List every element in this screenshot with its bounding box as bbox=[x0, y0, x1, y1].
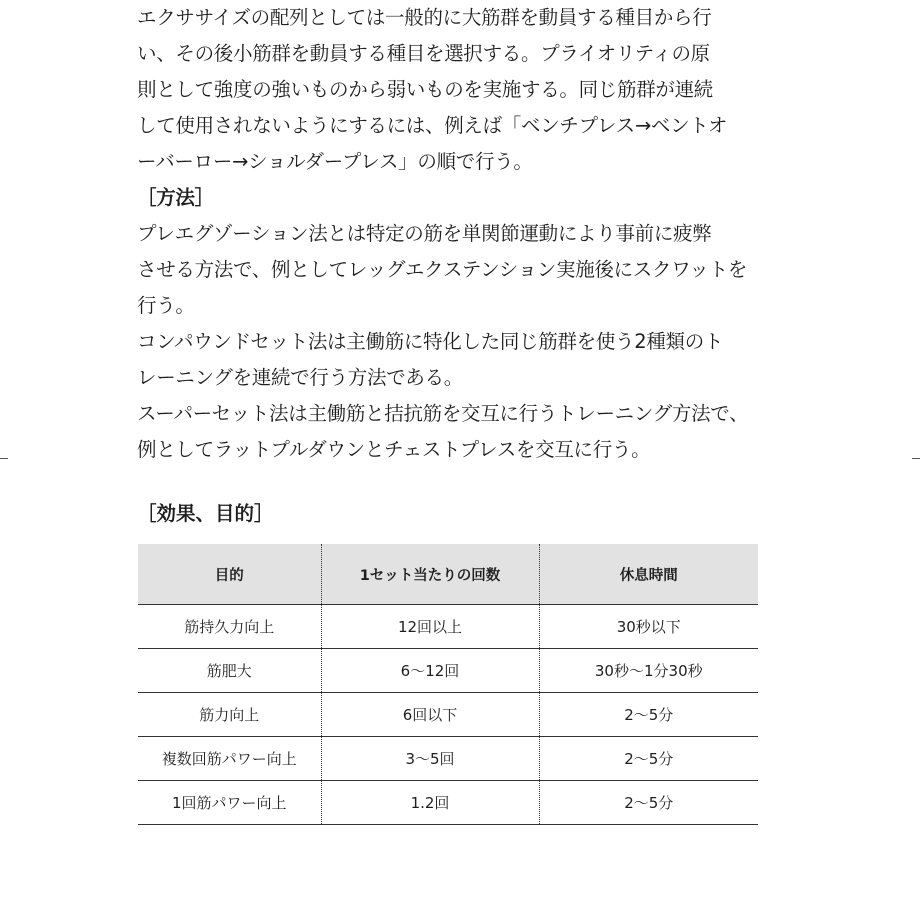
cell-purpose: 複数回筋パワー向上 bbox=[138, 737, 321, 781]
crop-mark-left bbox=[0, 458, 8, 459]
cell-reps: 12回以上 bbox=[321, 605, 539, 649]
table-row bbox=[138, 605, 758, 649]
cell-purpose: 1回筋パワー向上 bbox=[138, 781, 321, 825]
cell-rest: 30秒～1分30秒 bbox=[539, 649, 758, 693]
body-line: ーバーロー→ショルダープレス」の順で行う。 bbox=[137, 150, 533, 173]
cell-reps: 1.2回 bbox=[321, 781, 539, 825]
article-text bbox=[137, 0, 777, 468]
header-purpose: 目的 bbox=[138, 544, 321, 605]
crop-mark-right bbox=[912, 458, 920, 459]
body-line: 則として強度の強いものから弱いものを実施する。同じ筋群が連続 bbox=[137, 78, 714, 101]
cell-reps: 3～5回 bbox=[321, 737, 539, 781]
body-line: エクササイズの配列としては一般的に大筋群を動員する種目から行 bbox=[137, 6, 712, 29]
cell-purpose: 筋肥大 bbox=[138, 649, 321, 693]
header-rest-time: 休息時間 bbox=[539, 544, 758, 605]
method-line: レーニングを連続で行う方法である。 bbox=[137, 366, 464, 389]
header-reps-per-set: 1セット当たりの回数 bbox=[321, 544, 539, 605]
body-line: い、その後小筋群を動員する種目を選択する。プライオリティの原 bbox=[137, 42, 710, 65]
method-line: させる方法で、例としてレッグエクステンション実施後にスクワットを bbox=[137, 258, 748, 281]
cell-purpose: 筋力向上 bbox=[138, 693, 321, 737]
method-line: 例としてラットプルダウンとチェストプレスを交互に行う。 bbox=[137, 438, 651, 461]
method-line: プレエグゾーション法とは特定の筋を単関節運動により事前に疲弊 bbox=[137, 222, 712, 245]
cell-purpose: 筋持久力向上 bbox=[138, 605, 321, 649]
cell-rest: 2～5分 bbox=[539, 781, 758, 825]
effects-table bbox=[138, 544, 758, 825]
table-row bbox=[138, 781, 758, 825]
table-header-row bbox=[138, 544, 758, 605]
method-heading: ［方法］ bbox=[137, 186, 214, 209]
cell-rest: 2～5分 bbox=[539, 737, 758, 781]
cell-rest: 2～5分 bbox=[539, 693, 758, 737]
table-row bbox=[138, 737, 758, 781]
cell-rest: 30秒以下 bbox=[539, 605, 758, 649]
body-line: して使用されないようにするには、例えば「ベンチプレス→ベントオ bbox=[137, 114, 728, 137]
cell-reps: 6回以下 bbox=[321, 693, 539, 737]
effects-heading: ［効果、目的］ bbox=[137, 502, 274, 525]
method-line: コンパウンドセット法は主働筋に特化した同じ筋群を使う2種類のト bbox=[137, 330, 724, 353]
method-line: 行う。 bbox=[137, 294, 195, 317]
table-row bbox=[138, 649, 758, 693]
cell-reps: 6～12回 bbox=[321, 649, 539, 693]
table-row bbox=[138, 693, 758, 737]
method-line: スーパーセット法は主働筋と拮抗筋を交互に行うトレーニング方法で、 bbox=[137, 402, 749, 425]
